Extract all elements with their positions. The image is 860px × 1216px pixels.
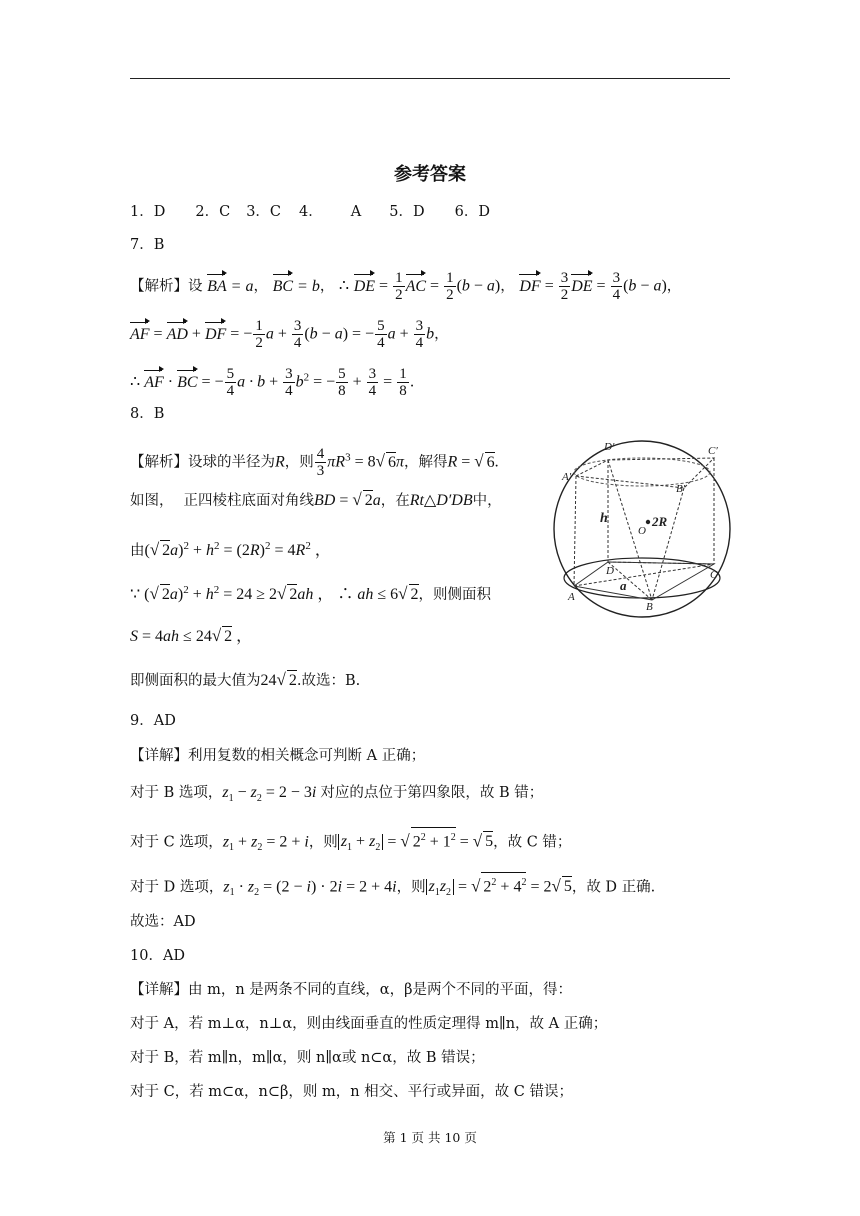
q8-line6: 即侧面积的最大值为24√ 2.故选：B. bbox=[130, 670, 361, 689]
header-rule bbox=[130, 78, 730, 79]
page-title: 参考答案 bbox=[394, 164, 466, 185]
q9-line1: 【详解】利用复数的相关概念可判断 A 正确； bbox=[130, 748, 426, 764]
answer-5: 5．D bbox=[389, 204, 425, 220]
label-d-prime: D′ bbox=[604, 441, 615, 453]
q7-line2: AF = AD + DF = − $\frac{1}{2}$ a + $\frac{3}{4}$ (b − a) = − $\frac{5}{4}$ a + $\frac{3}{4}$ b， bbox=[130, 318, 449, 351]
label-a-edge: a bbox=[620, 578, 627, 593]
q9-line4: 对于 D 选项，$z_1 \cdot z_2 = (2 - i) \cdot 2i = 2 + 4i$，则 $z_1z_2$ = √ $2^2 + 4^2 = 2√$ 5，故 D 正确. bbox=[130, 872, 655, 903]
label-c-prime: C′ bbox=[708, 445, 718, 457]
q7-line1: 【解析】设 BA = a， BC = b， ∴ DE = $\frac{1}{2}$ AC = $\frac{1}{2}$ (b − a)， DF = $\frac{3}{2}$ DE = $\frac{3}{4}$ (b − a)， bbox=[130, 270, 682, 303]
q8-label: 8．B bbox=[130, 406, 165, 422]
q8-line1: 【解析】设球的半径为R，则 $\frac{4}{3}$ $\pi R^3 = 8√$ 6π，解得R = √ 6. bbox=[130, 446, 499, 479]
q7-label: 7．B bbox=[130, 237, 165, 253]
q9-line3: 对于 C 选项，$z_1 + z_2 = 2 + i$，则 $z_1 + z_2$ = √ $2^2 + 1^2$ = √ 5，故 C 错； bbox=[130, 827, 571, 858]
q9-line2: 对于 B 选项，$z_1 - z_2 = 2 - 3i$ 对应的点位于第四象限，故 B 错； bbox=[130, 784, 544, 804]
q9-label: 9．AD bbox=[130, 713, 176, 729]
label-2r: 2R bbox=[652, 514, 668, 529]
q8-line3: 由(√ $2a)^2 + h^2 = (2R)^2 = 4R^2$ ， bbox=[130, 539, 331, 559]
q7-line3: ∴ AF · BC = − $\frac{5}{4}$ a · b + $\frac{3}{4}$ $b^2$ = − $\frac{5}{8}$ + $\frac{3}{4}$ = $\frac{1}{8}$ . bbox=[130, 366, 415, 399]
q10-line4: 对于 C，若 m⊂α，n⊂β，则 m，n 相交、平行或异面，故 C 错误； bbox=[130, 1084, 573, 1100]
label-a-prime: A′ bbox=[562, 471, 572, 483]
q8-line2: 如图， 正四棱柱底面对角线BD = √ 2a，在Rt△D′DB中， bbox=[130, 490, 502, 509]
answer-4-number: 4． bbox=[299, 204, 323, 220]
label-b-prime: B′ bbox=[676, 483, 686, 495]
label-d: D bbox=[606, 565, 614, 577]
answer-1: 1．D bbox=[130, 204, 166, 220]
answer-6: 6．D bbox=[454, 204, 490, 220]
label-a: A bbox=[568, 591, 575, 603]
sphere-prism-figure bbox=[546, 432, 738, 618]
answers-1-6 bbox=[130, 202, 490, 222]
answer-2: 2．C bbox=[195, 204, 231, 220]
label-o: O bbox=[638, 525, 646, 537]
q8-line4: ∵ (√ $2a)^2 + h^2 = 24 \ge 2√$ 2ah ， ∴ ah ≤ 6√ 2，则侧面积 bbox=[130, 583, 492, 603]
q10-label: 10．AD bbox=[130, 948, 186, 964]
answer-4-choice: A bbox=[350, 204, 362, 220]
q10-line2: 对于 A，若 m⊥α，n⊥α，则由线面垂直的性质定理得 m∥n，故 A 正确； bbox=[130, 1016, 608, 1032]
label-h: h bbox=[600, 511, 608, 526]
q10-line3: 对于 B，若 m∥n，m∥α，则 n∥α或 n⊂α，故 B 错误； bbox=[130, 1050, 485, 1066]
q10-line1: 【详解】由 m，n 是两条不同的直线，α，β是两个不同的平面，得： bbox=[130, 982, 572, 998]
q8-line5: S = 4ah ≤ 24√ 2 ， bbox=[130, 626, 253, 645]
page-footer: 第 1 页 共 10 页 bbox=[383, 1130, 477, 1145]
answer-3: 3．C bbox=[246, 204, 282, 220]
label-b: B bbox=[646, 601, 653, 613]
label-c: C bbox=[710, 569, 718, 581]
q9-line5: 故选：AD bbox=[130, 914, 196, 930]
